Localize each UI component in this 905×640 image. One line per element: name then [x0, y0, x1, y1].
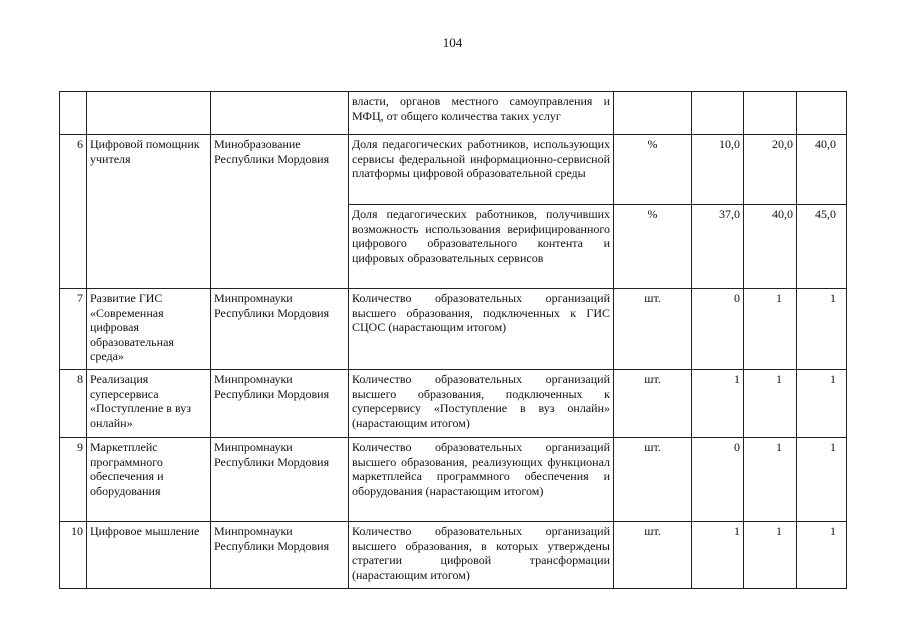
unit-cell: % — [614, 205, 692, 289]
value-cell-3: 1 — [797, 289, 847, 370]
value-cell-2: 1 — [744, 438, 797, 522]
table-row — [60, 135, 847, 205]
indicator-cell: Количество образовательных организаций высшего образования, в которых утверждены стратегии цифровой трансформации (нарастающим итогом) — [349, 522, 614, 589]
agency-cell: Минпромнауки Республики Мордовия — [211, 438, 349, 522]
value-cell-2: 40,0 — [744, 205, 797, 289]
value-cell-3: 1 — [797, 370, 847, 438]
indicators-table — [59, 91, 847, 589]
value-cell-1: 1 — [692, 370, 744, 438]
value-cell-2: 1 — [744, 522, 797, 589]
value-cell-2 — [744, 92, 797, 135]
value-cell-1 — [692, 92, 744, 135]
indicator-cell: Доля педагогических работников, получивших возможность использования верифицированного цифрового образовательного контента и цифровых образовательных сервисов — [349, 205, 614, 289]
value-cell-1: 37,0 — [692, 205, 744, 289]
unit-cell: шт. — [614, 289, 692, 370]
row-number-cell: 7 — [60, 289, 87, 370]
value-cell-3 — [797, 92, 847, 135]
value-cell-2: 20,0 — [744, 135, 797, 205]
project-cell: Цифровой помощник учителя — [87, 135, 211, 289]
project-cell: Реализация суперсервиса «Поступление в вуз онлайн» — [87, 370, 211, 438]
unit-cell: шт. — [614, 522, 692, 589]
row-number-cell — [60, 92, 87, 135]
value-cell-3: 40,0 — [797, 135, 847, 205]
indicator-cell: Количество образовательных организаций высшего образования, подключенных к ГИС СЦОС (нарастающим итогом) — [349, 289, 614, 370]
value-cell-2: 1 — [744, 370, 797, 438]
project-cell: Развитие ГИС «Современная цифровая образовательная среда» — [87, 289, 211, 370]
value-cell-1: 0 — [692, 438, 744, 522]
agency-cell: Минобразование Республики Мордовия — [211, 135, 349, 289]
table-row — [60, 522, 847, 589]
agency-cell — [211, 92, 349, 135]
unit-cell — [614, 92, 692, 135]
agency-cell: Минпромнауки Республики Мордовия — [211, 522, 349, 589]
indicator-cell: Количество образовательных организаций высшего образования, подключенных к суперсервису «Поступление в вуз онлайн» (нарастающим итогом) — [349, 370, 614, 438]
value-cell-1: 1 — [692, 522, 744, 589]
agency-cell: Минпромнауки Республики Мордовия — [211, 289, 349, 370]
value-cell-2: 1 — [744, 289, 797, 370]
indicator-cell: Доля педагогических работников, использующих сервисы федеральной информационно-сервисной платформы цифровой образовательной среды — [349, 135, 614, 205]
row-number-cell: 6 — [60, 135, 87, 289]
project-cell: Цифровое мышление — [87, 522, 211, 589]
value-cell-3: 45,0 — [797, 205, 847, 289]
row-number-cell: 9 — [60, 438, 87, 522]
value-cell-3: 1 — [797, 522, 847, 589]
indicator-cell: власти, органов местного самоуправления и МФЦ, от общего количества таких услуг — [349, 92, 614, 135]
value-cell-1: 0 — [692, 289, 744, 370]
page-number: 104 — [442, 35, 463, 50]
project-cell — [87, 92, 211, 135]
agency-cell: Минпромнауки Республики Мордовия — [211, 370, 349, 438]
table-row — [60, 370, 847, 438]
table-row — [60, 289, 847, 370]
table-row — [60, 92, 847, 135]
indicator-cell: Количество образовательных организаций высшего образования, реализующих функционал маркетплейса программного обеспечения и оборудования (нарастающим итогом) — [349, 438, 614, 522]
row-number-cell: 8 — [60, 370, 87, 438]
row-number-cell: 10 — [60, 522, 87, 589]
project-cell: Маркетплейс программного обеспечения и оборудования — [87, 438, 211, 522]
value-cell-1: 10,0 — [692, 135, 744, 205]
table-row — [60, 438, 847, 522]
unit-cell: % — [614, 135, 692, 205]
value-cell-3: 1 — [797, 438, 847, 522]
unit-cell: шт. — [614, 438, 692, 522]
unit-cell: шт. — [614, 370, 692, 438]
